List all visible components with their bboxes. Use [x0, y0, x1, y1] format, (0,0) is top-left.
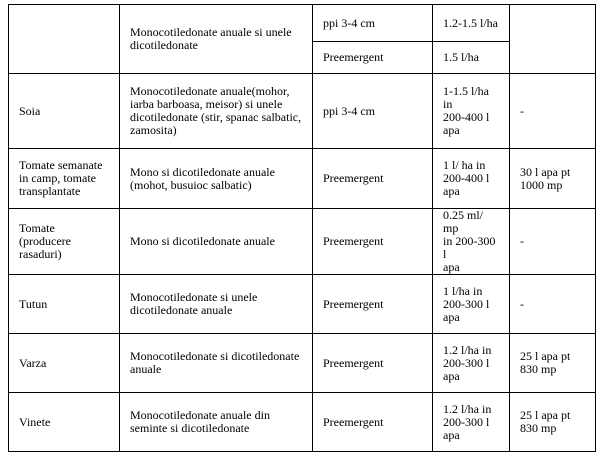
weeds-cell: Monocotiledonate anuale si unele dicotiledonate — [120, 5, 313, 74]
table-row — [9, 393, 596, 452]
weeds-cell: Monocotiledonate si dicotiledonate anuale — [120, 334, 313, 393]
water-cell: - — [510, 275, 596, 334]
crop-cell: Vinete — [9, 393, 120, 452]
timing-cell: Preemergent — [313, 393, 433, 452]
timing-cell: Preemergent — [313, 275, 433, 334]
dose-cell: 1 l/ha in 200-300 l apa — [433, 275, 510, 334]
table-row — [9, 209, 596, 275]
timing-cell: Preemergent — [313, 334, 433, 393]
dose-cell: 1.2-1.5 l/ha — [433, 5, 510, 42]
crop-cell — [9, 5, 120, 74]
timing-cell: Preemergent — [313, 149, 433, 209]
table-row — [9, 74, 596, 149]
dose-cell: 1-1.5 l/ha in 200-400 l apa — [433, 74, 510, 149]
dose-cell: 1.2 l/ha in 200-300 l apa — [433, 334, 510, 393]
dose-cell: 1 l/ ha in 200-400 l apa — [433, 149, 510, 209]
water-cell: - — [510, 209, 596, 275]
table-row — [9, 149, 596, 209]
weeds-cell: Monocotiledonate anuale(mohor, iarba barboasa, meisor) si unele dicotiledonate (stir, spanac salbatic, zamosita) — [120, 74, 313, 149]
dose-cell: 1.2 l/ha in 200-300 l apa — [433, 393, 510, 452]
table-row — [9, 275, 596, 334]
timing-cell: ppi 3-4 cm — [313, 5, 433, 42]
crop-cell: Soia — [9, 74, 120, 149]
timing-cell: ppi 3-4 cm — [313, 74, 433, 149]
water-cell: 25 l apa pt 830 mp — [510, 393, 596, 452]
weeds-cell: Monocotiledonate anuale din seminte si dicotiledonate — [120, 393, 313, 452]
timing-cell: Preemergent — [313, 42, 433, 74]
dose-cell: 0.25 ml/ mp in 200-300 l apa — [433, 209, 510, 275]
crop-cell: Tomate (producere rasaduri) — [9, 209, 120, 275]
water-cell: 30 l apa pt 1000 mp — [510, 149, 596, 209]
weeds-cell: Mono si dicotiledonate anuale — [120, 209, 313, 275]
water-cell: 25 l apa pt 830 mp — [510, 334, 596, 393]
crop-cell: Tutun — [9, 275, 120, 334]
crop-cell: Tomate semanate in camp, tomate transplantate — [9, 149, 120, 209]
water-cell — [510, 5, 596, 74]
table-row — [9, 5, 596, 42]
weeds-cell: Monocotiledonate si unele dicotiledonate anuale — [120, 275, 313, 334]
dose-cell: 1.5 l/ha — [433, 42, 510, 74]
water-cell: - — [510, 74, 596, 149]
crop-cell: Varza — [9, 334, 120, 393]
table-row — [9, 334, 596, 393]
weeds-cell: Mono si dicotiledonate anuale (mohot, busuioc salbatic) — [120, 149, 313, 209]
timing-cell: Preemergent — [313, 209, 433, 275]
herbicide-table — [8, 4, 596, 452]
